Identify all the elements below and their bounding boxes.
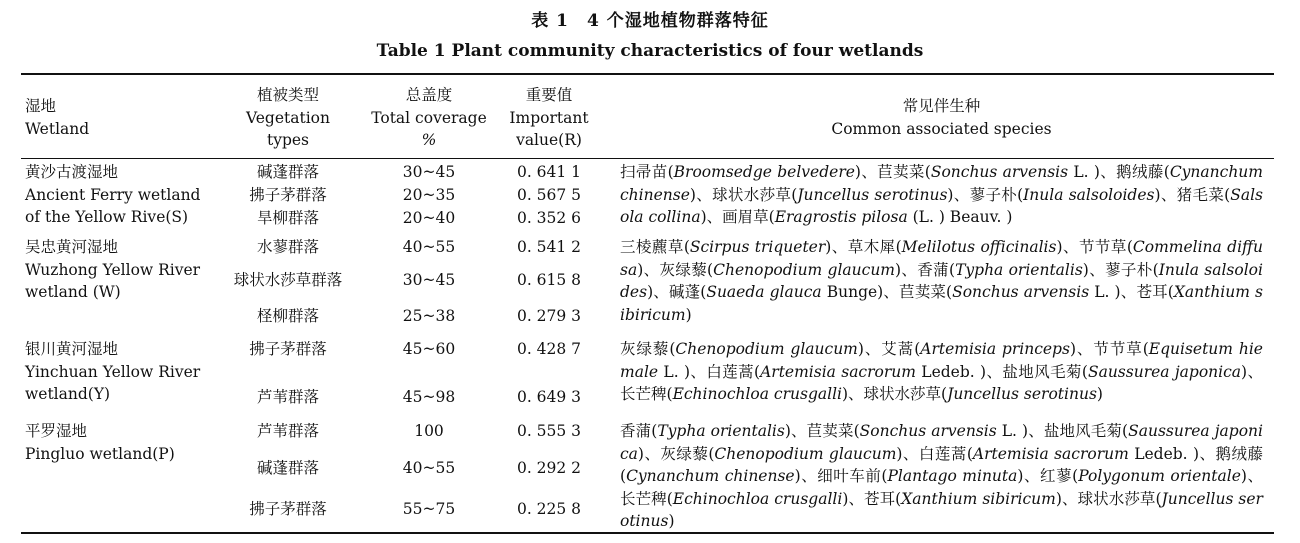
species-text: ) [685,305,692,324]
species-text: L. )、白莲蒿( [658,362,761,381]
species-text: 扫帚苗( [620,163,674,181]
latin-name: Scirpus triqueter [689,238,826,256]
species-text: Ledeb. )、鹅绒藤( [620,444,1263,485]
species-text: )、猪毛菜( [1154,185,1231,204]
latin-name: Broomsedge belvedere [673,163,855,181]
header-cov-en: Total coverage [371,108,487,127]
header-spe-en: Common associated species [831,119,1052,138]
important-value-cell: 0. 541 2 [516,238,582,256]
species-text: )、长芒稗( [620,467,1263,508]
header-wetland [25,95,89,140]
species-cell-s [620,161,1263,229]
header-cov-unit: % [421,131,437,149]
species-text: )、艾蒿( [857,340,921,358]
species-text: )、白莲蒿( [896,444,973,463]
vegetation-type-cell: 拂子茅群落 [249,340,327,358]
latin-name: Xanthium sibiricum [620,283,1263,324]
species-text: )、灰绿藜( [637,444,715,463]
latin-name: Melilotus officinalis [901,238,1057,256]
header-species [620,95,1263,140]
latin-name: Sonchus arvensis [952,283,1090,301]
header-importance [494,84,604,152]
species-text: )、香蒲( [895,260,956,279]
species-text: )、灰绿藜( [637,260,714,279]
latin-name: Suaeda glauca [706,283,822,301]
wetland-p-cn: 平罗湿地 [25,422,88,440]
total-coverage-cell: 20~40 [402,209,456,227]
species-text: ) [1096,385,1103,403]
vegetation-type-cell: 拂子茅群落 [249,500,327,518]
latin-name: Juncellus serotinus [620,489,1263,530]
header-spe-cn: 常见伴生种 [902,97,981,115]
header-wetland-en: Wetland [25,119,90,138]
vegetation-type-cell: 球状水莎草群落 [233,271,343,289]
important-value-cell: 0. 615 8 [516,271,582,289]
latin-name: Artemisia princeps [920,340,1070,358]
important-value-cell: 0. 279 3 [516,307,582,325]
important-value-cell: 0. 225 8 [516,500,582,518]
total-coverage-cell: 20~35 [402,186,456,204]
wetland-cell-p [25,420,175,465]
species-text: )、细叶车前( [794,467,888,485]
latin-name: Typha orientalis [955,260,1083,279]
header-veg-en-1: Vegetation [245,108,330,127]
species-text: )、节节草( [1056,238,1133,256]
latin-name: Artemisia sacrorum [972,444,1129,463]
table-caption-cn: 表 1 4 个湿地植物群落特征 [531,11,769,31]
wetland-s-en-1: Ancient Ferry wetland [25,185,201,204]
important-value-cell: 0. 292 2 [516,459,582,477]
wetland-w-en-2: wetland (W) [25,283,121,301]
latin-name: Echinochloa crusgalli [672,385,842,403]
header-imp-en: Important [509,108,589,127]
total-coverage-cell: 30~45 [402,271,456,289]
species-text: Bunge)、苣荬菜( [821,283,953,301]
latin-name: Typha orientalis [657,422,785,440]
species-text: ) [668,512,675,530]
wetland-cell-s [25,161,200,229]
latin-name: Cynanchum chinense [620,163,1263,204]
wetland-y-cn: 银川黄河湿地 [25,340,119,358]
wetland-s-cn: 黄沙古渡湿地 [25,163,119,181]
species-cell-p [620,420,1263,533]
latin-name: Eragrostis pilosa [774,208,908,226]
top-rule [21,73,1274,75]
latin-name: Polygonum orientale [1078,467,1241,485]
latin-name: Inula salsoloides [620,260,1263,301]
latin-name: Commelina diffusa [620,238,1264,279]
wetland-y-en-2: wetland(Y) [25,385,111,403]
vegetation-type-cell: 碱蓬群落 [256,459,319,477]
header-veg-en-2: types [266,131,310,149]
vegetation-type-cell: 芦苇群落 [256,422,319,440]
latin-name: Juncellus serotinus [947,385,1097,403]
species-text: )、碱蓬( [647,283,707,301]
vegetation-type-cell: 水蓼群落 [256,238,319,256]
wetland-p-en: Pingluo wetland(P) [25,444,175,463]
species-text: 灰绿藜( [620,340,676,358]
species-text: (L. ) Beauv. ) [907,208,1013,226]
latin-name: Artemisia sacrorum [760,362,916,381]
total-coverage-cell: 30~45 [402,163,456,181]
species-text: )、球状水莎草( [689,185,798,204]
latin-name: Equisetum hiemale [620,340,1263,381]
header-veg-cn: 植被类型 [256,86,319,104]
latin-name: Echinochloa crusgalli [672,489,843,508]
wetland-w-en-1: Wuzhong Yellow River [25,260,201,279]
species-text: )、蓼子朴( [947,185,1024,204]
vegetation-type-cell: 旱柳群落 [256,209,319,227]
header-imp-cn: 重要值 [525,86,573,104]
wetland-cell-w [25,236,200,304]
header-rule [21,158,1274,159]
total-coverage-cell: 45~98 [402,388,456,406]
total-coverage-cell: 40~55 [402,459,456,477]
header-vegetation [228,84,348,152]
species-text: L. )、苍耳( [1089,283,1174,301]
species-text: )、长芒稗( [620,362,1263,403]
species-cell-y [620,338,1263,406]
latin-name: Xanthium sibiricum [901,489,1056,508]
latin-name: Chenopodium glaucum [713,260,896,279]
header-cov-cn: 总盖度 [405,86,453,104]
species-text: )、球状水莎草( [1055,489,1162,508]
vegetation-type-cell: 拂子茅群落 [249,186,327,204]
vegetation-type-cell: 碱蓬群落 [256,163,319,181]
header-imp-r: value(R) [516,131,582,149]
important-value-cell: 0. 567 5 [516,186,582,204]
wetland-cell-y [25,338,200,406]
vegetation-type-cell: 柽柳群落 [256,307,319,325]
species-text: )、苣荬菜( [784,422,860,440]
important-value-cell: 0. 428 7 [516,340,582,358]
species-text: L. )、盐地风毛菊( [996,422,1129,440]
important-value-cell: 0. 649 3 [516,388,582,406]
total-coverage-cell: 45~60 [402,340,456,358]
species-text: )、苍耳( [842,489,902,508]
important-value-cell: 0. 555 3 [516,422,582,440]
total-coverage-cell: 100 [414,422,444,440]
vegetation-type-cell: 芦苇群落 [256,388,319,406]
species-text: )、节节草( [1069,340,1149,358]
latin-name: Inula salsoloides [1023,185,1155,204]
header-wetland-cn: 湿地 [25,97,57,115]
species-text: 三棱藨草( [620,238,690,256]
latin-name: Plantago minuta [887,467,1018,485]
species-text: Ledeb. )、盐地风毛菊( [915,362,1088,381]
total-coverage-cell: 40~55 [402,238,456,256]
wetland-w-cn: 吴忠黄河湿地 [25,238,119,256]
latin-name: Saussurea japonica [1087,362,1242,381]
species-text: )、球状水莎草( [842,385,948,403]
latin-name: Chenopodium glaucum [714,444,897,463]
wetland-s-en-2: of the Yellow Rive(S) [25,208,189,226]
species-text: 香蒲( [620,422,658,440]
latin-name: Sonchus arvensis [859,422,997,440]
latin-name: Sonchus arvensis [930,163,1069,181]
latin-name: Saussurea japonica [620,422,1263,463]
wetland-y-en-1: Yinchuan Yellow River [25,362,201,381]
total-coverage-cell: 25~38 [402,307,456,325]
species-text: )、画眉草( [700,208,775,226]
species-text: )、蓼子朴( [1082,260,1159,279]
important-value-cell: 0. 352 6 [516,209,582,227]
latin-name: Juncellus serotinus [797,185,948,204]
total-coverage-cell: 55~75 [402,500,456,518]
header-coverage [368,84,490,152]
table-caption-en: Table 1 Plant community characteristics of four wetlands [376,41,924,61]
latin-name: Chenopodium glaucum [675,340,858,358]
species-cell-w [620,236,1263,326]
important-value-cell: 0. 641 1 [516,163,582,181]
species-text: )、草木犀( [825,238,902,256]
latin-name: Salsola collina [620,185,1263,226]
species-text: L. )、鹅绒藤( [1068,163,1170,181]
species-text: )、苣荬菜( [854,163,931,181]
species-text: )、红蓼( [1017,467,1079,485]
latin-name: Cynanchum chinense [626,467,795,485]
